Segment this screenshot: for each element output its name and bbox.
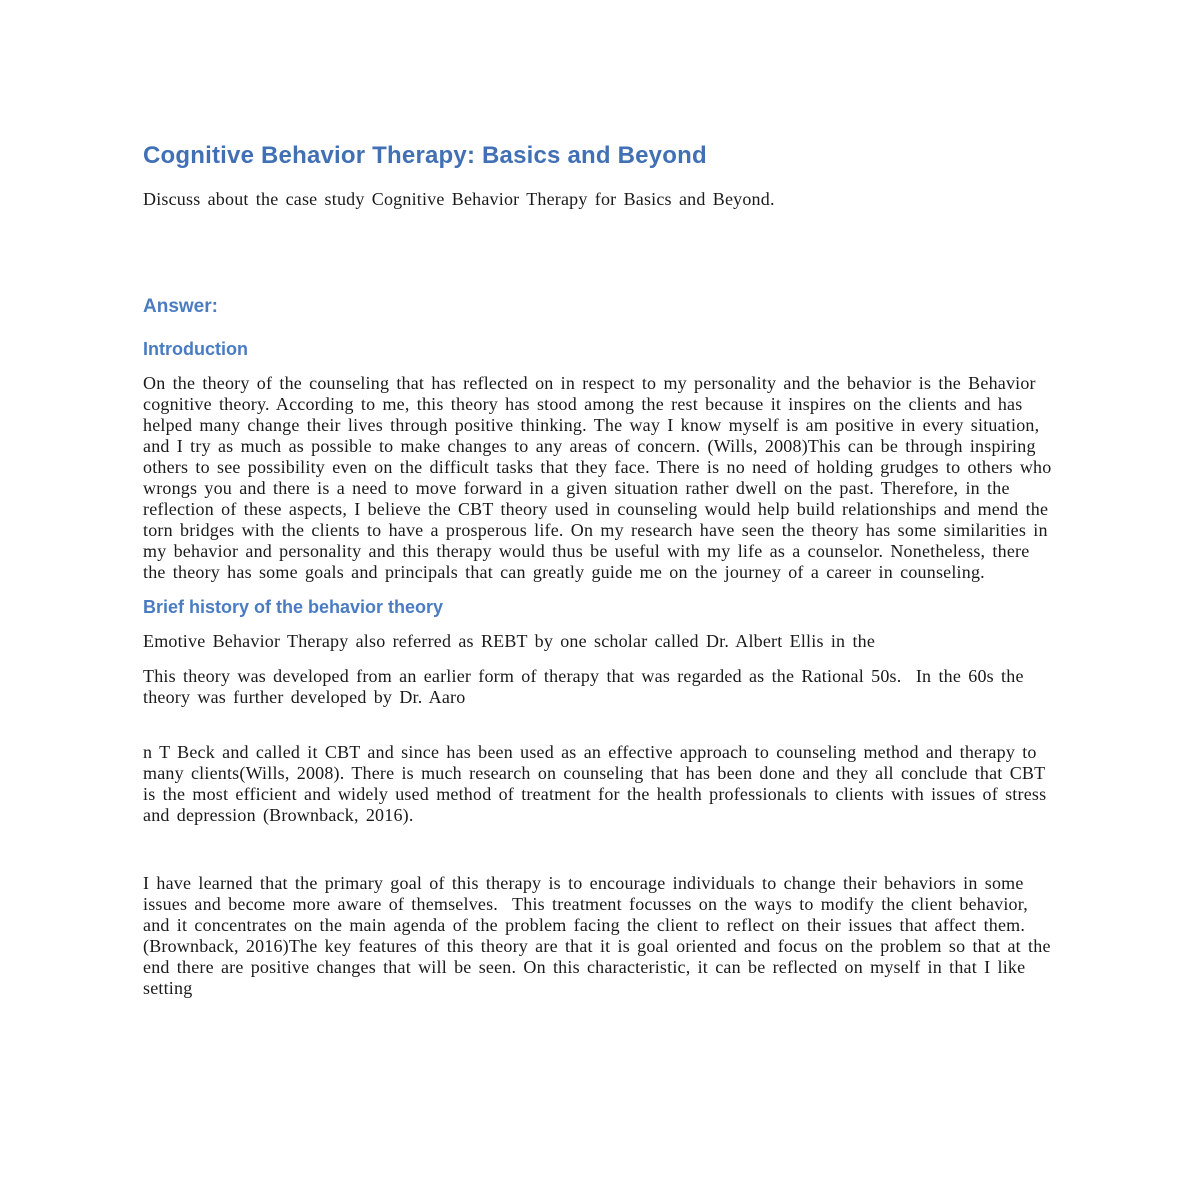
answer-heading: Answer: xyxy=(143,296,218,317)
case-study-prompt: Discuss about the case study Cognitive Behavior Therapy for Basics and Beyond. xyxy=(143,189,775,209)
paragraph-introduction: On the theory of the counseling that has reflected on in respect to my personality and the behavior is the Behavior cognitive theory. According to me, this theory has stood among the rest because it inspires on the clients and has helped many change their lives through positive thinking. The way I know myself is am positive in every situation, and I try as much as possible to make changes to any areas of concern. (Wills, 2008)This can be through inspiring others to see possibility even on the difficult tasks that they face. There is no need of holding grudges to others who wrongs you and there is a need to move forward in a given situation rather dwell on the past. Therefore, in the reflection of these aspects, I believe the CBT theory used in counseling would help build relationships and mend the torn bridges with the clients to have a prosperous life. On my research have seen the theory has some similarities in my behavior and personality and this therapy would thus be useful with my life as a counselor. Nonetheless, there the theory has some goals and principals that can greatly guide me on the journey of a career in counseling. xyxy=(143,373,1059,582)
paragraph-theory-developed: This theory was developed from an earlier form of therapy that was regarded as the Rational 50s. In the 60s the theory was further developed by Dr. Aaro xyxy=(143,666,1031,707)
paragraph-primary-goal: I have learned that the primary goal of this therapy is to encourage individuals to change their behaviors in some issues and become more aware of themselves. This treatment focusses on the ways to modify the client behavior, and it concentrates on the main agenda of the problem facing the client to reflect on their issues that affect them. (Brownback, 2016)The key features of this theory are that it is goal oriented and focus on the problem so that at the end there are positive changes that will be seen. On this characteristic, it can be reflected on myself in that I like setting xyxy=(143,873,1058,998)
paragraph-beck-cbt: n T Beck and called it CBT and since has been used as an effective approach to counseling method and therapy to many clients(Wills, 2008). There is much research on counseling that has been done and they all conclude that CBT is the most efficient and widely used method of treatment for the health professionals to clients with issues of stress and depression (Brownback, 2016). xyxy=(143,742,1054,825)
paragraph-emotive-behavior: Emotive Behavior Therapy also referred as REBT by one scholar called Dr. Albert Ellis in the xyxy=(143,631,876,651)
section-heading-introduction: Introduction xyxy=(143,339,248,359)
document-title: Cognitive Behavior Therapy: Basics and Beyond xyxy=(143,142,707,169)
section-heading-brief-history: Brief history of the behavior theory xyxy=(143,597,444,617)
